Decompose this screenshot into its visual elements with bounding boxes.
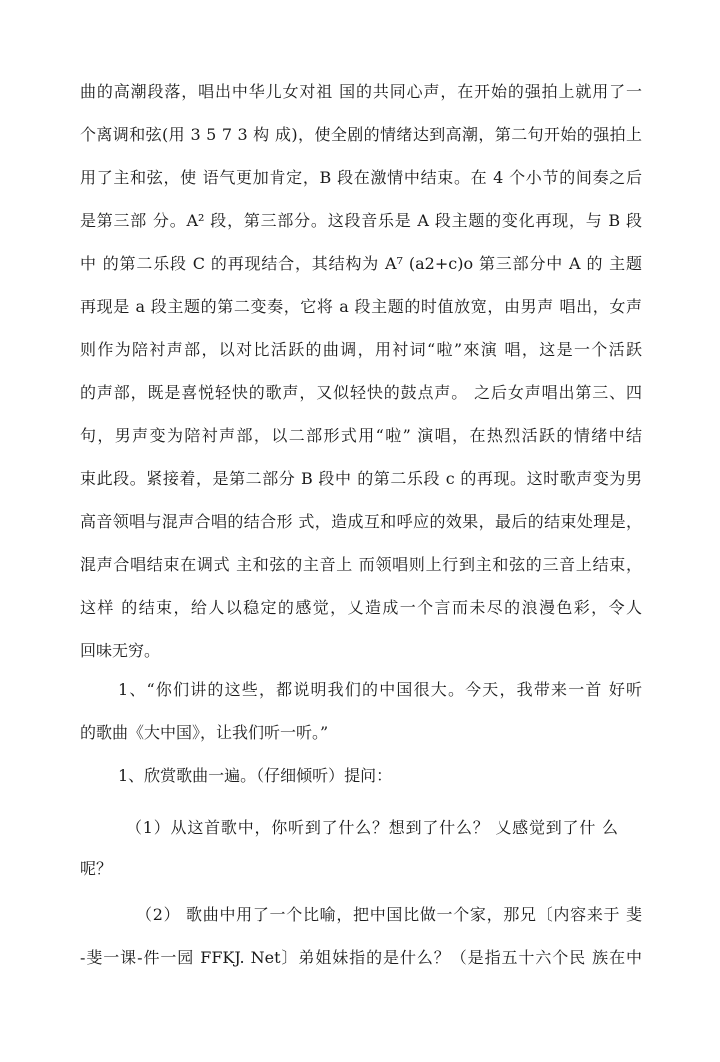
text-line: 回味无穷。 [80,641,161,660]
text-line: 则作为陪衬声部，以对比活跃的曲调，用衬词“啦”來演 唱，这是一个活跃 [80,340,642,359]
paragraph-line: 的歌曲《大中国》，让我们听一听。” [80,723,329,742]
text-line: 混声合唱结束在调式 主和弦的主音上 而领唱则上行到主和弦的三音上结束， [80,555,642,574]
text-line: 句，男声变为陪衬声部，以二部形式用“啦” 演唱，在热烈活跃的情绪中结 [80,426,642,445]
text-line: 中 的第二乐段 C 的再现结合，其结构为 A⁷ (a2+c)o 第三部分中 A 的 主题 [80,254,642,273]
text-line: 这样 的结束，给人以稳定的感觉，乂造成一个言而未尽的浪漫色彩，令人 [80,598,642,617]
question-line: （1）从这首歌中，你听到了什么？想到了什么？ 乂感觉到了什 么 [126,818,618,837]
text-line: 束此段。紧接着，是第二部分 B 段中 的第二乐段 c 的再现。这时歌声变为男 [80,469,642,488]
text-line: 曲的高潮段落，唱出中华儿女对祖 国的共同心声，在开始的强拍上就用了一 [80,82,642,101]
question-line: -斐一课-件一园 FFKJ. Net〕弟姐妹指的是什么？（是指五十六个民 族在中 [80,948,642,967]
paragraph-line: 1、欣赏歌曲一遍。（仔细倾听）提问： [118,766,393,785]
text-line: 再现是 a 段主题的第二变奏，它将 a 段主题的时值放宽，由男声 唱出，女声 [80,297,642,316]
paragraph-line: 1、“你们讲的这些，都说明我们的中国很大。今天，我带来一首 好听 [118,680,642,699]
text-line: 个离调和弦(用 3 5 7 3 构 成)，使全剧的情绪达到高潮，第二句开始的强拍上 [80,125,642,144]
text-line: 是第三部 分。A² 段，第三部分。这段音乐是 A 段主题的变化再现，与 B 段 [80,211,642,230]
text-line: 高音领唱与混声合唱的结合形 式，造成互和呼应的效果，最后的结束处理是， [80,512,642,531]
text-line: 的声部，既是喜悦轻快的歌声，又似轻快的鼓点声。 之后女声唱出第三、四 [80,383,642,402]
question-line: 呢？ [80,859,113,878]
text-line: 用了主和弦，使 语气更加肯定，B 段在激情中结束。在 4 个小节的间奏之后 [80,168,642,187]
question-line: （2） 歌曲中用了一个比喻，把中国比做一个家，那兄〔内容来于 斐 [136,905,642,924]
